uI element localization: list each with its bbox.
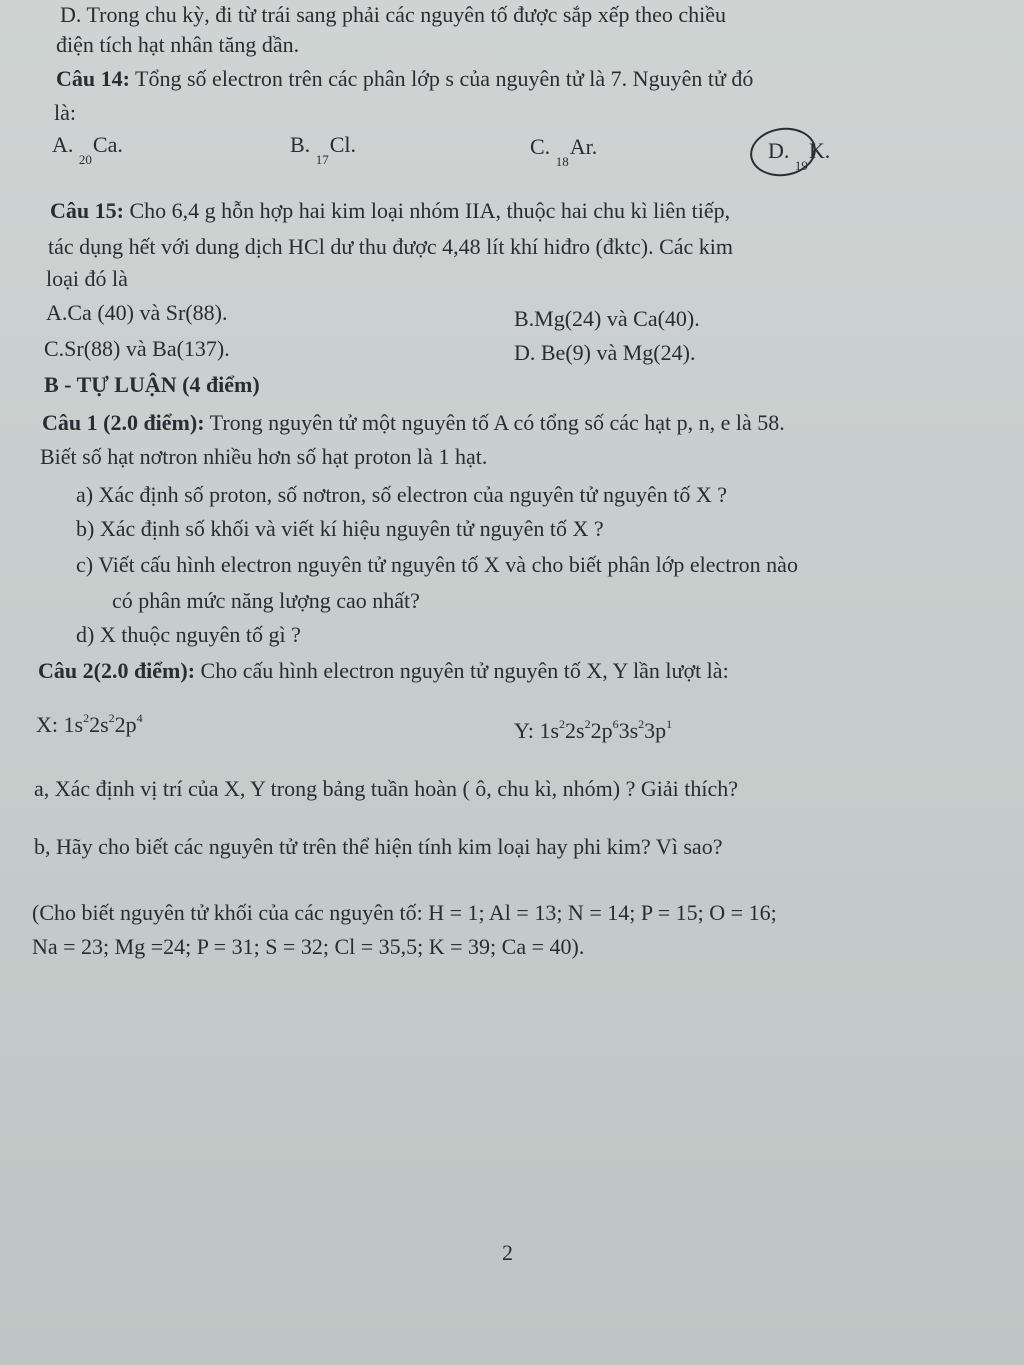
electron-count: 4 [136,711,143,725]
essay2-part-a: a, Xác định vị trí của X, Y trong bảng tuần hoàn ( ô, chu kì, nhóm) ? Giải thích? [34,776,739,801]
option-letter: C. [530,134,551,159]
essay1-part-a: a) Xác định số proton, số nơtron, số electron của nguyên tử nguyên tố X ? [76,482,728,507]
x-label: X: [36,712,64,737]
essay2-label: Câu 2(2.0 điểm): [38,658,196,683]
orbital: 3p [644,718,667,743]
section-b-title: B - TỰ LUẬN (4 điểm) [44,372,260,397]
essay2-part-b: b, Hãy cho biết các nguyên tử trên thể hiện tính kim loại hay phi kim? Vì sao? [34,834,723,859]
orbital: 2p [590,718,613,743]
orbital: 3s [618,718,639,743]
y-label: Y: [514,718,540,743]
q14-line2: là: [54,100,76,125]
option-letter: B. [290,132,311,157]
atomic-number: 19 [794,158,808,173]
q15-option-c: C.Sr(88) và Ba(137). [44,336,230,361]
orbital: 2s [89,712,109,737]
essay1-part-d: d) X thuộc nguyên tố gì ? [76,622,301,647]
element-symbol: Ca. [92,132,123,157]
element-symbol: K. [808,138,831,163]
electron-count: 1 [666,717,673,731]
essay1-line2: Biết số hạt nơtron nhiều hơn số hạt proton là 1 hạt. [40,444,488,469]
electron-count: 6 [612,717,619,731]
essay1-part-b: b) Xác định số khối và viết kí hiệu nguyên tử nguyên tố X ? [76,516,604,541]
q15-option-a: A.Ca (40) và Sr(88). [46,300,228,325]
q15-line1 [50,198,730,224]
essay1-part-c-line2: có phân mức năng lượng cao nhất? [112,588,420,613]
option-letter: A. [52,132,74,157]
element-symbol: Cl. [329,132,356,157]
element-symbol: Ar. [569,134,598,159]
option-letter: D. [768,138,790,163]
orbital: 1s [63,712,84,737]
electron-count: 2 [638,717,645,731]
page-number: 2 [502,1240,513,1265]
q15-label: Câu 15: [50,198,124,223]
atomic-mass-note-line2: Na = 23; Mg =24; P = 31; S = 32; Cl = 35,5; K = 39; Ca = 40). [32,934,585,959]
atomic-mass-note-line1: (Cho biết nguyên tử khối của các nguyên tố: H = 1; Al = 13; N = 14; P = 15; O = 16; [32,900,777,925]
q14-option-b [290,132,356,167]
q15-option-d: D. Be(9) và Mg(24). [514,340,696,365]
y-electron-config [514,718,672,747]
q13-option-d-line1: D. Trong chu kỳ, đi từ trái sang phải các nguyên tố được sắp xếp theo chiều [60,2,727,27]
orbital: 2p [114,712,137,737]
electron-count: 2 [559,717,566,731]
orbital: 2s [565,718,585,743]
x-electron-config [36,712,143,741]
electron-count: 2 [83,711,90,725]
q14-text: Tổng số electron trên các phân lớp s của nguyên tử là 7. Nguyên tử đó [129,66,754,91]
essay1-part-c-line1: c) Viết cấu hình electron nguyên tử nguyên tố X và cho biết phân lớp electron nào [76,552,798,577]
orbital: 1s [539,718,560,743]
electron-count: 2 [108,711,115,725]
q15-option-b: B.Mg(24) và Ca(40). [514,306,700,331]
atomic-number: 20 [78,152,92,167]
essay2-text: Cho cấu hình electron nguyên tử nguyên tố X, Y lần lượt là: [195,658,729,683]
q14-label: Câu 14: [56,66,130,91]
electron-count: 2 [584,717,591,731]
q15-line2: tác dụng hết với dung dịch HCl dư thu được 4,48 lít khí hiđro (đktc). Các kim [48,234,734,259]
q14-option-c [530,134,598,169]
q14-line1 [56,66,753,92]
q13-option-d-line2: điện tích hạt nhân tăng dần. [56,32,300,57]
q15-text: Cho 6,4 g hỗn hợp hai kim loại nhóm IIA, thuộc hai chu kì liên tiếp, [123,198,731,223]
q15-line3: loại đó là [46,266,128,291]
q14-option-d [768,138,831,173]
atomic-number: 17 [315,152,329,167]
essay2-line1 [38,658,729,684]
essay1-line1 [42,410,785,436]
q14-option-a [52,132,123,167]
essay1-label: Câu 1 (2.0 điểm): [42,410,205,435]
essay1-text: Trong nguyên tử một nguyên tố A có tổng số các hạt p, n, e là 58. [204,410,785,435]
atomic-number: 18 [555,154,569,169]
